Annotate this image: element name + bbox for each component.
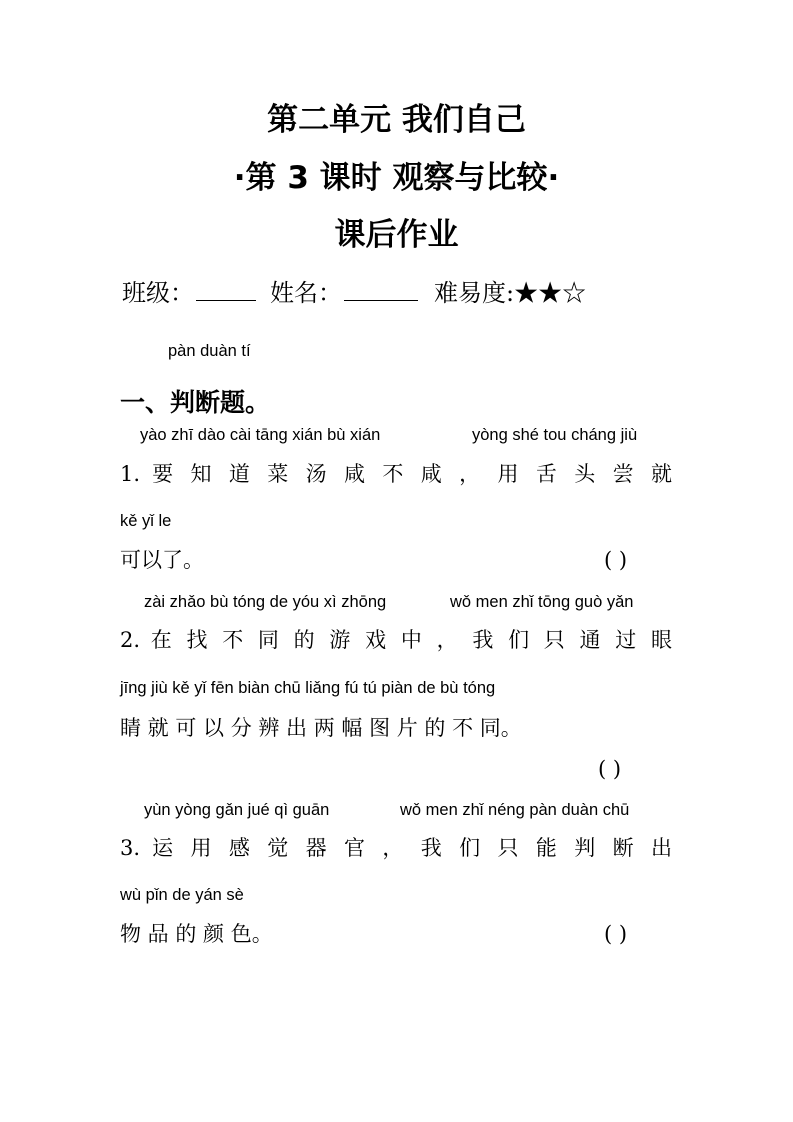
q3-pinyin-b: wǒ men zhǐ néng pàn duàn chū: [400, 801, 630, 819]
section-heading: 一、判断题。: [120, 388, 271, 417]
q3-pinyin-a: yùn yòng gǎn jué qì guān: [144, 801, 330, 819]
q1-text-line2: 可以了。: [120, 548, 204, 572]
section-pinyin: pàn duàn tí: [168, 342, 251, 360]
q1-answer-blank: ( ): [604, 548, 628, 572]
q1-pinyin-a: yào zhī dào cài tāng xián bù xián: [140, 426, 381, 444]
name-blank: [344, 300, 418, 301]
q2-answer-blank: ( ): [598, 757, 622, 781]
homework-title: 课后作业: [334, 217, 459, 253]
difficulty-label: 难易度:: [434, 279, 515, 307]
difficulty-stars: ★★☆: [514, 279, 587, 307]
q2-pinyin-b: wǒ men zhǐ tōng guò yǎn: [450, 593, 634, 611]
name-label: 姓名：: [270, 279, 342, 307]
lesson-title: ·第 3 课时 观察与比较·: [233, 160, 560, 196]
q1-pinyin-b: yòng shé tou cháng jiù: [472, 426, 638, 444]
unit-title: 第二单元 我们自己: [267, 102, 526, 138]
q1-pinyin-2: kě yǐ le: [120, 512, 172, 530]
q3-text-line2: 物 品 的 颜 色。: [120, 922, 273, 946]
q3-pinyin-2: wù pǐn de yán sè: [120, 886, 244, 904]
q1-text-line1: 1. 要 知 道 菜 汤 咸 不 咸 ， 用 舌 头 尝 就: [120, 462, 672, 486]
class-blank: [196, 300, 256, 301]
q2-text-line1: 2. 在 找 不 同 的 游 戏 中 ， 我 们 只 通 过 眼: [120, 628, 672, 652]
class-label: 班级：: [122, 279, 194, 307]
q2-text-line2: 睛 就 可 以 分 辨 出 两 幅 图 片 的 不 同。: [120, 716, 522, 740]
q2-pinyin-2: jīng jiù kě yǐ fēn biàn chū liǎng fú tú piàn de bù tóng: [120, 679, 496, 697]
student-info-line: [122, 276, 586, 310]
q3-text-line1: 3. 运 用 感 觉 器 官 ， 我 们 只 能 判 断 出: [120, 836, 672, 860]
q2-pinyin-a: zài zhǎo bù tóng de yóu xì zhōng: [144, 593, 387, 611]
q3-answer-blank: ( ): [604, 922, 628, 946]
